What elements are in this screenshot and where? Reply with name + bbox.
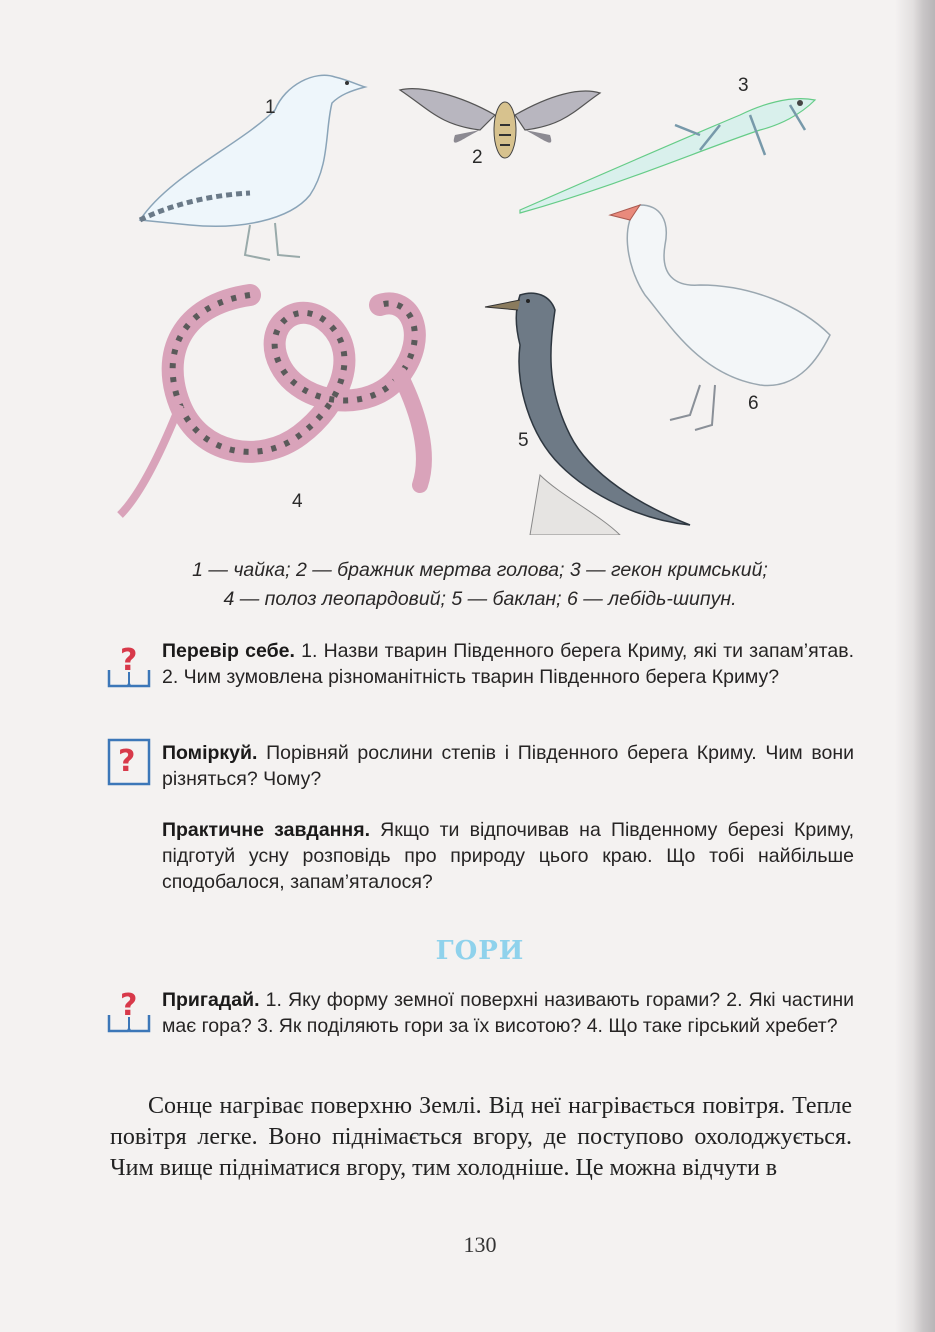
- section-title: ГОРИ: [435, 936, 525, 966]
- question-book-icon: [106, 985, 152, 1035]
- svg-text:?: ?: [118, 744, 136, 779]
- caption-line-1: 1 — чайка; 2 — бражник мертва голова; 3 — гекон кримський;: [192, 559, 768, 581]
- figure-number-6: 6: [748, 393, 759, 414]
- seagull-drawing: [140, 75, 365, 260]
- think-block: [162, 740, 854, 792]
- practice-task-text: Якщо ти відпочивав на Південному березі Криму, підготуй усну розповідь про природу цього краю. Що тобі найбільше сподобалося, запам’яталося?: [162, 819, 854, 893]
- figure-number-5: 5: [518, 430, 529, 451]
- figure-number-2: 2: [472, 147, 483, 168]
- recall-text: 1. Яку форму земної поверхні називають горами? 2. Які частини має гора? 3. Як поділяють гори за їх висотою? 4. Що таке гірський хребет?: [162, 989, 854, 1037]
- animals-drawing: [100, 55, 860, 535]
- question-book-icon: [106, 640, 152, 690]
- recall-title: Пригадай.: [162, 989, 260, 1011]
- figure-caption: [100, 556, 860, 614]
- figure-number-4: 4: [292, 491, 303, 512]
- figure-number-3: 3: [738, 75, 749, 96]
- page-number: 130: [463, 1232, 497, 1257]
- animals-illustration: [100, 55, 860, 535]
- caption-line-2: 4 — полоз леопардовий; 5 — баклан; 6 — лебідь-шипун.: [223, 588, 737, 610]
- practice-task-block: [162, 817, 854, 895]
- figure-number-1: 1: [265, 97, 276, 118]
- svg-text:?: ?: [120, 988, 138, 1023]
- recall-block: [162, 987, 854, 1039]
- svg-text:?: ?: [120, 643, 138, 678]
- check-yourself-text: 1. Назви тварин Південного берега Криму, які ти запам’ятав. 2. Чим зумовлена різноманітність тварин Південного берега Криму?: [162, 640, 854, 688]
- swan-drawing: [610, 205, 830, 430]
- hawk-moth-drawing: [400, 89, 600, 158]
- think-text: Порівняй рослини степів і Південного берега Криму. Чим вони різняться? Чому?: [162, 742, 854, 790]
- check-yourself-title: Перевір себе.: [162, 640, 295, 662]
- leopard-snake-drawing: [120, 295, 424, 515]
- question-box-icon: [106, 737, 152, 787]
- practice-task-title: Практичне завдання.: [162, 819, 371, 841]
- check-yourself-block: [162, 638, 854, 690]
- think-title: Поміркуй.: [162, 742, 258, 764]
- book-spine-shadow: [895, 0, 935, 1332]
- body-paragraph: Сонце нагріває поверхню Землі. Від неї нагрівається повітря. Тепле повітря легке. Воно піднімається вгору, де поступово охолоджується. Чим вище підніматися вгору, тим холодніше. Це можна відчути в: [110, 1093, 852, 1181]
- cormorant-drawing: [485, 293, 690, 535]
